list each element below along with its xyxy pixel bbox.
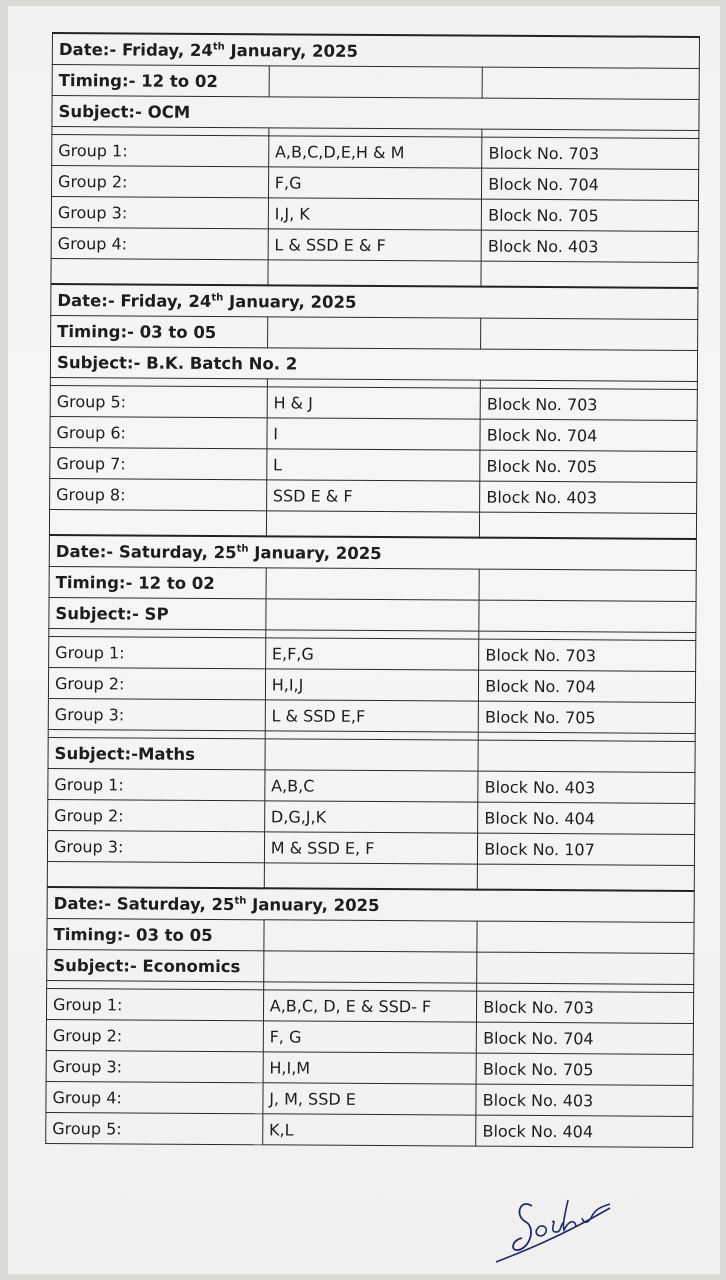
divisions-cell: I,J, K: [268, 198, 482, 230]
section-subject: Subject:- B.K. Batch No. 2: [50, 346, 697, 381]
table-row: [48, 698, 695, 733]
divisions-cell: K,L: [262, 1114, 476, 1146]
table-row: [50, 416, 697, 451]
table-row: [46, 988, 693, 1023]
group-cell: Group 1:: [46, 988, 263, 1020]
block-cell: Block No. 704: [477, 1022, 694, 1054]
section-date-row: [52, 33, 699, 68]
divisions-cell: F, G: [263, 1021, 477, 1053]
table-row: [46, 1081, 693, 1116]
block-cell: Block No. 704: [482, 168, 699, 200]
group-cell: Group 5:: [46, 1112, 263, 1144]
exam-schedule-table: [45, 32, 700, 1148]
section-subject-row: [52, 96, 699, 131]
group-cell: Group 1:: [52, 135, 269, 167]
section-timing: Timing:- 12 to 02: [52, 65, 269, 97]
divisions-cell: L & SSD E,F: [265, 700, 479, 732]
section-date: Date:- Saturday, 25th January, 2025: [49, 535, 696, 570]
table-row: [46, 1050, 693, 1085]
divisions-cell: H,I,M: [263, 1052, 477, 1084]
section-timing-row: [51, 315, 698, 350]
block-cell: Block No. 703: [479, 639, 696, 671]
divisions-cell: SSD E & F: [266, 480, 480, 512]
section-subject-row: [48, 737, 695, 772]
section-subject-row: [47, 949, 694, 984]
block-cell: Block No. 705: [480, 450, 697, 482]
section-timing: Timing:- 03 to 05: [51, 315, 268, 347]
table-row: [49, 636, 696, 671]
group-cell: Group 1:: [49, 636, 266, 668]
section-subject-row: [49, 597, 696, 632]
divisions-cell: J, M, SSD E: [263, 1083, 477, 1115]
divisions-cell: L & SSD E & F: [268, 229, 482, 261]
divisions-cell: D,G,J,K: [264, 801, 478, 833]
table-row: [50, 385, 697, 420]
block-cell: Block No. 704: [479, 670, 696, 702]
table-row: [46, 1019, 693, 1054]
paper-sheet: [8, 6, 720, 1274]
table-row: [46, 1112, 693, 1147]
group-cell: Group 6:: [50, 416, 267, 448]
divisions-cell: H & J: [267, 387, 481, 419]
section-date: Date:- Friday, 24th January, 2025: [51, 284, 698, 319]
block-cell: Block No. 403: [478, 771, 695, 803]
table-row: [48, 667, 695, 702]
group-cell: Group 2:: [48, 667, 265, 699]
table-row: [52, 135, 699, 170]
divisions-cell: E,F,G: [265, 638, 479, 670]
divisions-cell: A,B,C: [265, 770, 479, 802]
divisions-cell: M & SSD E, F: [264, 832, 478, 864]
table-row: [50, 447, 697, 482]
group-cell: Group 1:: [48, 768, 265, 800]
schedule-sheet: [45, 32, 700, 1148]
section-subject: Subject:- OCM: [52, 96, 699, 131]
group-cell: Group 7:: [50, 447, 267, 479]
table-row: [51, 227, 698, 262]
block-cell: Block No. 703: [480, 388, 697, 420]
group-cell: Group 3:: [47, 830, 264, 862]
divisions-cell: A,B,C,D,E,H & M: [268, 136, 482, 168]
signature-mark: [492, 1188, 632, 1268]
block-cell: Block No. 704: [480, 419, 697, 451]
block-cell: Block No. 404: [478, 802, 695, 834]
table-row: [51, 166, 698, 201]
divisions-cell: I: [267, 418, 481, 450]
section-timing-row: [47, 918, 694, 953]
block-cell: Block No. 403: [476, 1084, 693, 1116]
section-subject: Subject:-Maths: [48, 737, 265, 769]
group-cell: Group 4:: [51, 227, 268, 259]
divisions-cell: L: [267, 449, 481, 481]
group-cell: Group 8:: [50, 478, 267, 510]
block-cell: Block No. 404: [476, 1115, 693, 1147]
block-cell: Block No. 107: [478, 833, 695, 865]
block-cell: Block No. 703: [477, 991, 694, 1023]
section-timing-row: [52, 65, 699, 100]
divisions-cell: A,B,C, D, E & SSD- F: [263, 990, 477, 1022]
block-cell: Block No. 403: [481, 230, 698, 262]
table-row: [50, 478, 697, 513]
divisions-cell: H,I,J: [265, 669, 479, 701]
section-subject: Subject:- Economics: [47, 949, 264, 981]
section-date-row: [51, 284, 698, 319]
block-cell: Block No. 703: [482, 137, 699, 169]
group-cell: Group 3:: [51, 196, 268, 228]
section-date: Date:- Saturday, 25th January, 2025: [47, 887, 694, 922]
section-subject-row: [50, 346, 697, 381]
group-cell: Group 2:: [46, 1019, 263, 1051]
table-row: [48, 799, 695, 834]
section-subject: Subject:- SP: [49, 597, 266, 629]
block-cell: Block No. 705: [482, 199, 699, 231]
group-cell: Group 5:: [50, 385, 267, 417]
section-timing: Timing:- 03 to 05: [47, 918, 264, 950]
block-cell: Block No. 705: [476, 1053, 693, 1085]
divisions-cell: F,G: [268, 167, 482, 199]
group-cell: Group 4:: [46, 1081, 263, 1113]
block-cell: Block No. 705: [478, 701, 695, 733]
group-cell: Group 3:: [48, 698, 265, 730]
section-date-row: [49, 535, 696, 570]
group-cell: Group 2:: [48, 799, 265, 831]
block-cell: Block No. 403: [480, 481, 697, 513]
section-date-row: [47, 887, 694, 922]
section-timing: Timing:- 12 to 02: [49, 566, 266, 598]
group-cell: Group 3:: [46, 1050, 263, 1082]
table-row: [48, 768, 695, 803]
table-row: [47, 830, 694, 865]
section-date: Date:- Friday, 24th January, 2025: [52, 33, 699, 68]
section-timing-row: [49, 566, 696, 601]
group-cell: Group 2:: [51, 166, 268, 198]
table-row: [51, 196, 698, 231]
